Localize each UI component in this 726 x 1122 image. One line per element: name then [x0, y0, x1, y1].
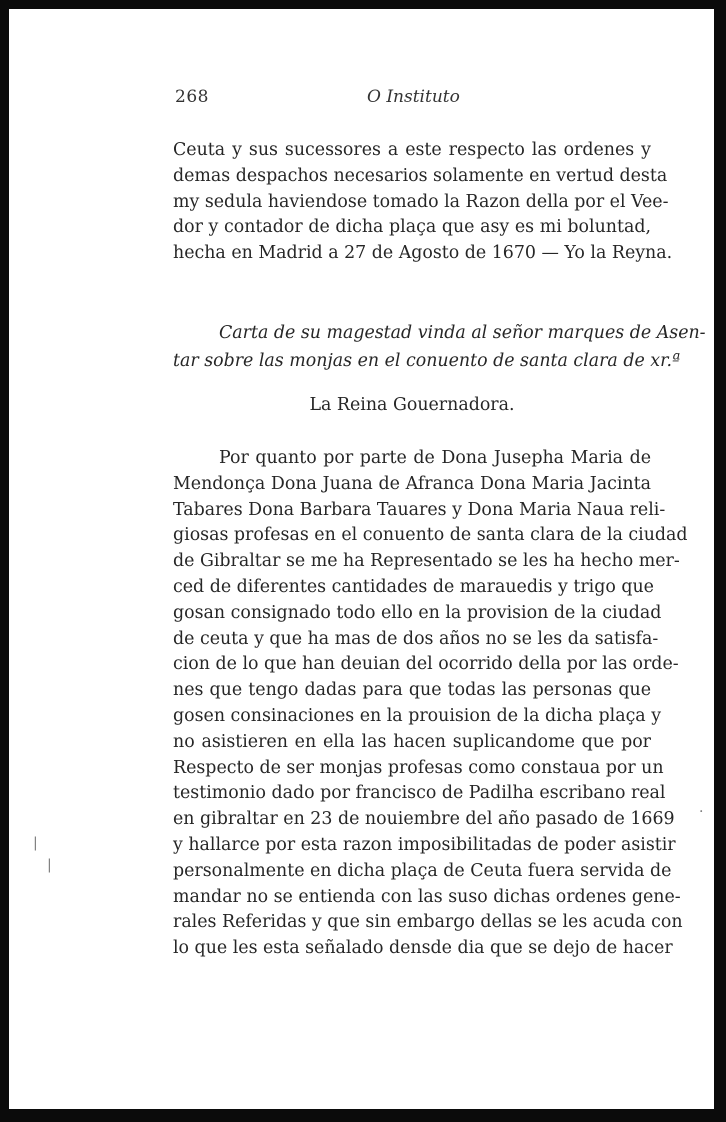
- page-number: 268: [175, 87, 209, 107]
- scan-mark: |: [47, 857, 52, 873]
- text-line: no asistieren en ella las hacen suplicandome que por: [173, 731, 651, 752]
- text-line: personalmente en dicha plaça de Ceuta fuera servida de: [173, 860, 672, 881]
- text-line: testimonio dado por francisco de Padilha escribano real: [173, 783, 666, 804]
- text-line: dor y contador de dicha plaça que asy es mi boluntad,: [173, 217, 651, 238]
- text-line: Carta de su magestad vinda al señor marques de Asen-: [219, 323, 706, 343]
- text-line: rales Referidas y que sin embargo dellas se les acuda con: [173, 912, 683, 933]
- text-line: Respecto de ser monjas profesas como constaua por un: [173, 757, 664, 778]
- text-line: gosan consignado todo ello en la provision de la ciudad: [173, 602, 662, 623]
- running-title: O Instituto: [367, 87, 460, 107]
- text-line: my sedula haviendose tomado la Razon della por el Vee-: [173, 191, 669, 212]
- text-line: nes que tengo dadas para que todas las personas que: [173, 680, 651, 701]
- text-line: giosas profesas en el conuento de santa clara de la ciudad: [173, 525, 688, 546]
- text-line: Mendonça Dona Juana de Afranca Dona Maria Jacinta: [173, 473, 651, 494]
- paragraph-continuation: [173, 138, 673, 267]
- text-line: de ceuta y que ha mas de dos años no se les da satisfa-: [173, 628, 659, 649]
- book-page: [9, 9, 714, 1109]
- text-line: demas despachos necesarios solamente en vertud desta: [173, 165, 668, 186]
- text-line: gosen consinaciones en la prouision de la dicha plaça y: [173, 705, 662, 726]
- text-line: en gibraltar en 23 de nouiembre del año pasado de 1669: [173, 809, 675, 830]
- paragraph-body: [173, 446, 688, 962]
- text-line: Por quanto por parte de Dona Jusepha Maria de: [219, 448, 651, 468]
- text-line: ced de diferentes cantidades de marauedis y trigo que: [173, 576, 654, 597]
- page-header: [175, 87, 630, 111]
- letter-title: [173, 321, 706, 376]
- text-line: mandar no se entienda con las suso dichas ordenes gene-: [173, 886, 681, 907]
- text-line: y hallarce por esta razon imposibilitadas de poder asistir: [173, 834, 676, 855]
- text-line: Tabares Dona Barbara Tauares y Dona Maria Naua reli-: [173, 499, 666, 520]
- text-line: hecha en Madrid a 27 de Agosto de 1670 — Yo la Reyna.: [173, 243, 673, 264]
- text-line: tar sobre las monjas en el conuento de santa clara de xr.ª: [173, 350, 681, 371]
- text-line: de Gibraltar se me ha Representado se les ha hecho mer-: [173, 551, 680, 572]
- text-line: cion de lo que han deuian del ocorrido della por las orde-: [173, 654, 679, 675]
- text-line: lo que les esta señalado densde dia que se dejo de hacer: [173, 938, 673, 959]
- scan-mark: ·: [699, 804, 704, 820]
- letter-heading: La Reina Gouernadora.: [309, 395, 515, 415]
- scan-mark: |: [33, 835, 38, 851]
- text-line: Ceuta y sus sucessores a este respecto las ordenes y: [173, 140, 651, 160]
